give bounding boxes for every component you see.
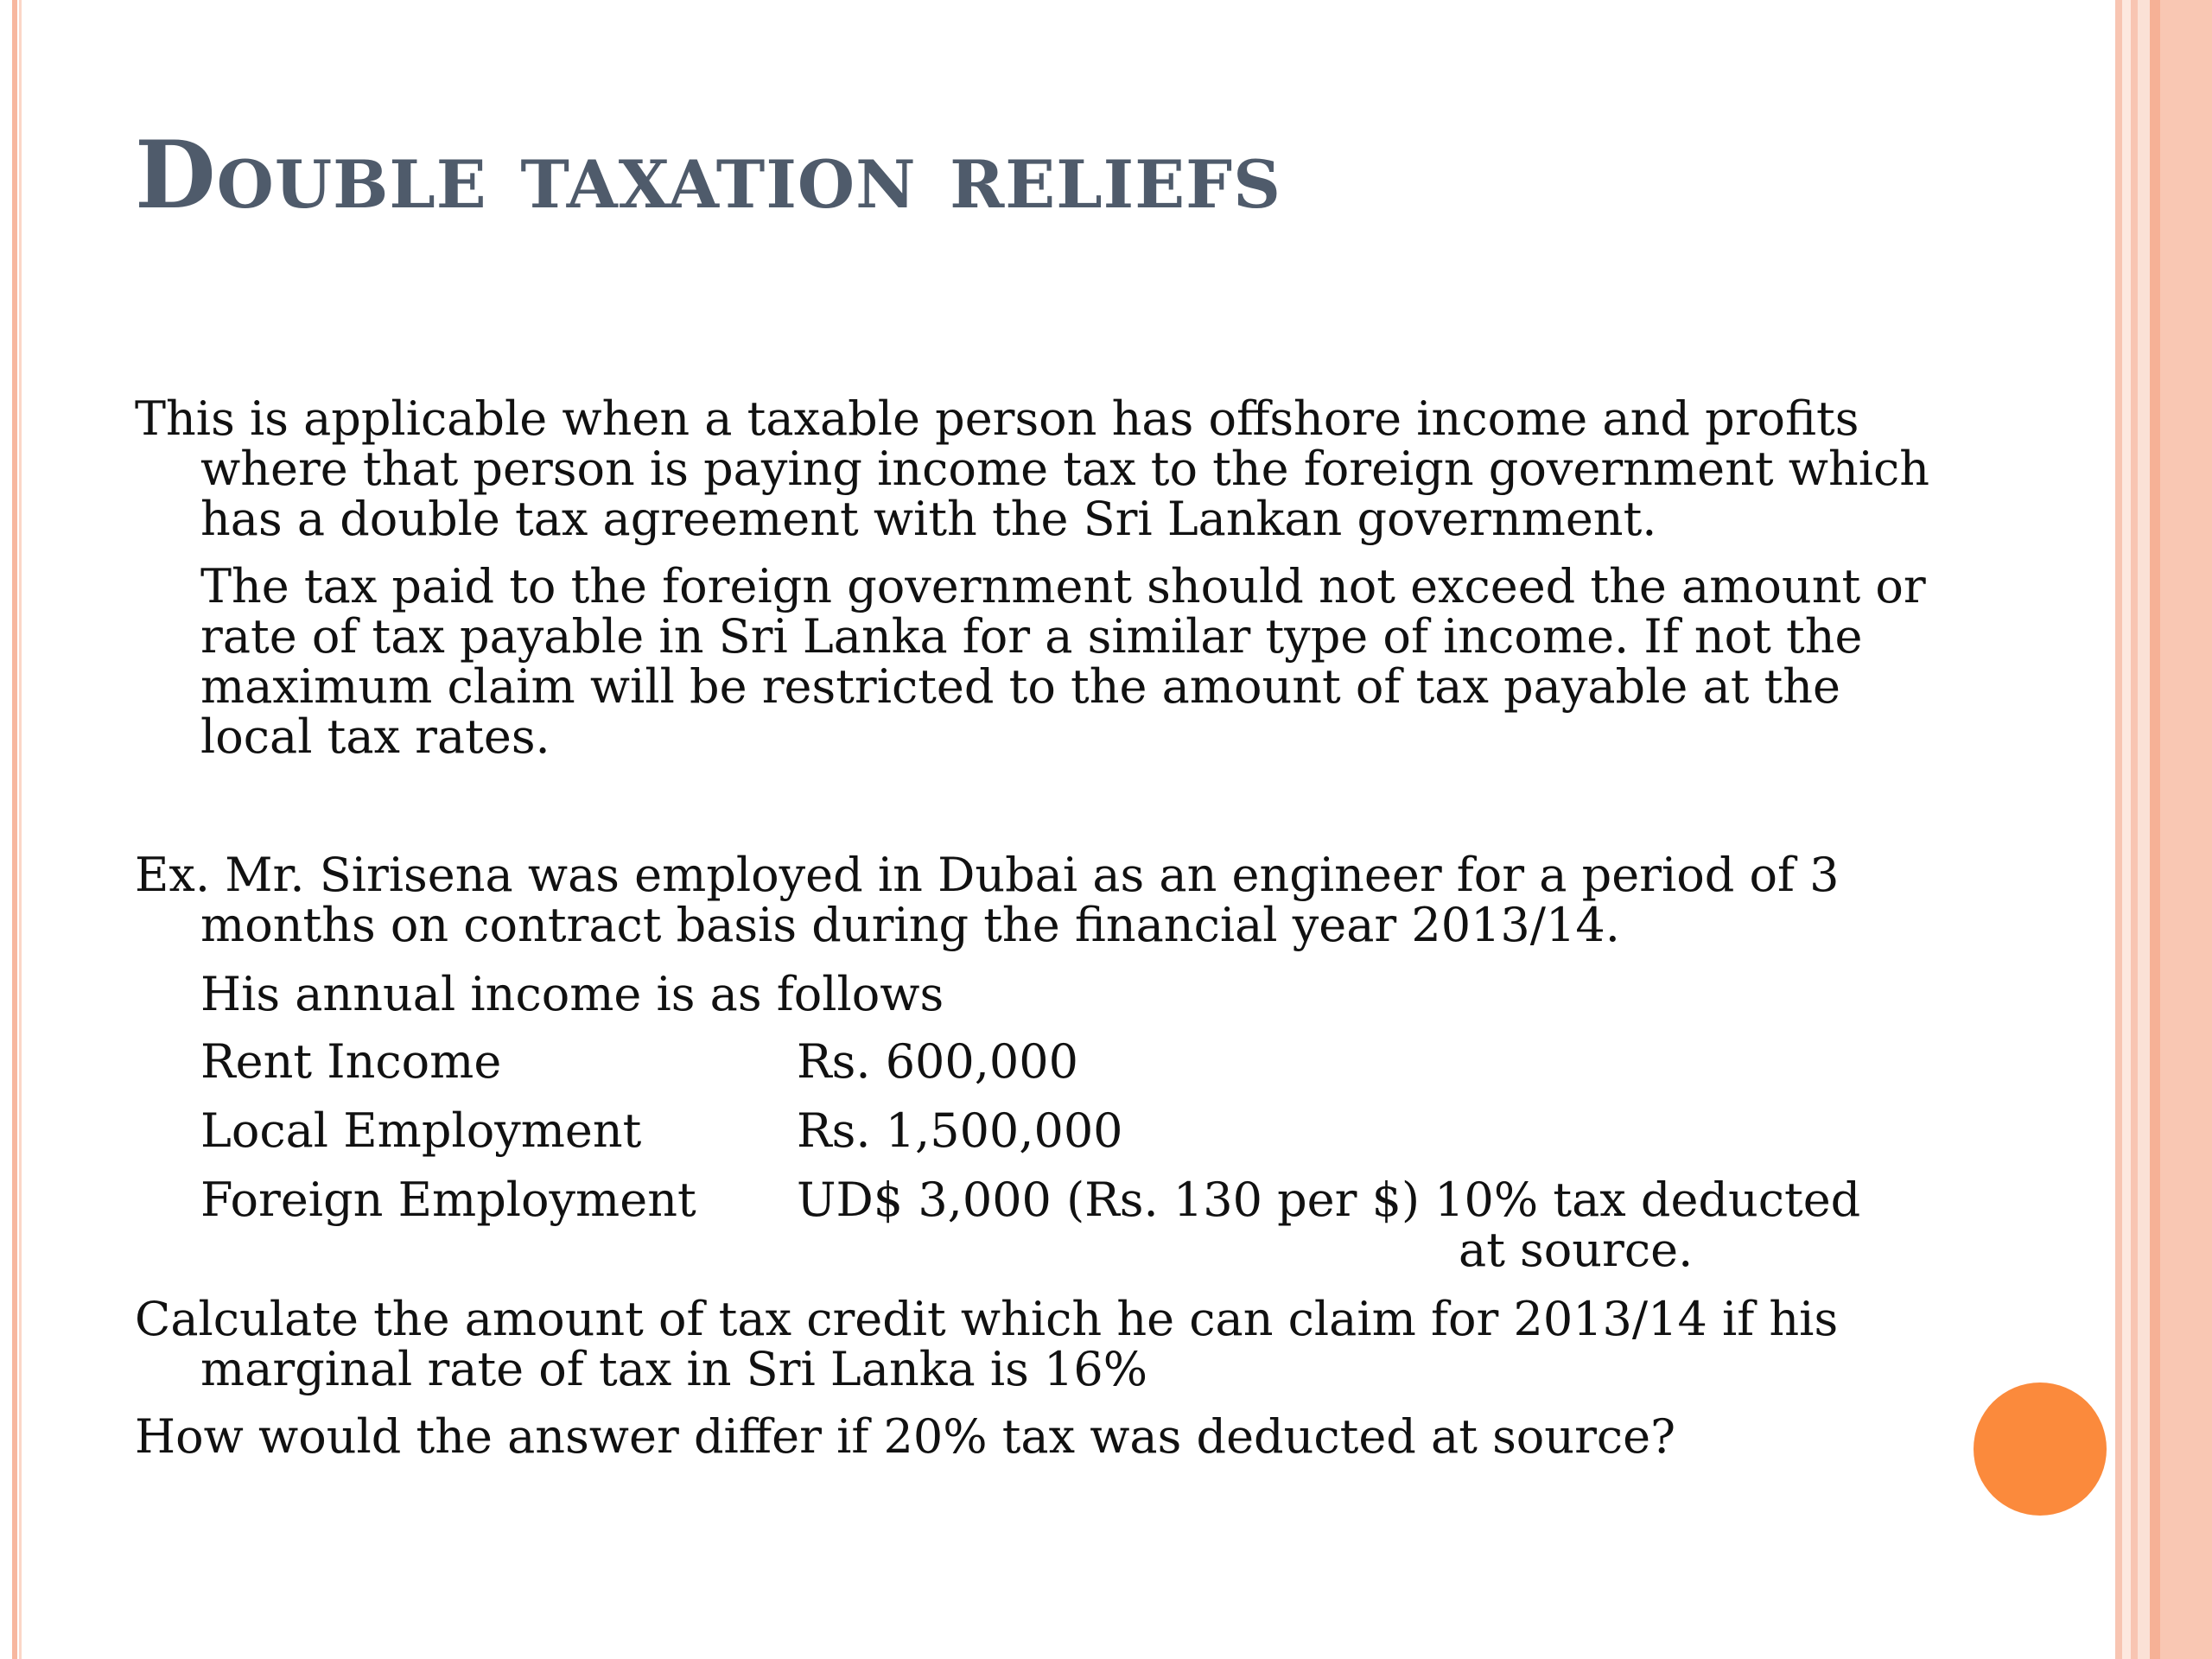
accent-dot xyxy=(1974,1382,2107,1516)
income-row-value: Rs. 600,000 xyxy=(797,1034,1079,1089)
income-row-value: Rs. 1,500,000 xyxy=(797,1103,1123,1158)
income-heading: His annual income is as follows xyxy=(200,967,944,1021)
slide-title: Double taxation reliefs xyxy=(135,121,1281,230)
left-border-stripe xyxy=(12,0,17,1659)
right-border-stripe xyxy=(2122,0,2131,1659)
income-row-label: Local Employment xyxy=(200,1103,642,1158)
intro-paragraph: This is applicable when a taxable person has offshore income and profits where that person is paying income tax to the foreign government which has a double tax agreement with the Sri Lankan government. xyxy=(135,391,1930,546)
income-note: at source. xyxy=(1459,1223,1694,1277)
restriction-paragraph: The tax paid to the foreign government should not exceed the amount or rate of tax payable in Sri Lanka for a similar type of income. If not the maximum claim will be restricted to the amount of tax payable at the local tax rates. xyxy=(200,559,1926,764)
question-1: Calculate the amount of tax credit which he can claim for 2013/14 if his marginal rate of tax in Sri Lanka is 16% xyxy=(135,1292,1839,1396)
question-2: How would the answer differ if 20% tax was deducted at source? xyxy=(135,1409,1676,1464)
left-border-stripe-inner xyxy=(19,0,22,1659)
right-border-stripe xyxy=(2115,0,2122,1659)
right-border-stripe xyxy=(2138,0,2150,1659)
income-row-label: Foreign Employment xyxy=(200,1173,696,1227)
example-paragraph: Ex. Mr. Sirisena was employed in Dubai as an engineer for a period of 3 months on contract basis during the financial year 2013/14. xyxy=(135,848,1840,952)
income-row-label: Rent Income xyxy=(200,1034,502,1089)
right-border-stripe xyxy=(2131,0,2138,1659)
income-row-value: UD$ 3,000 (Rs. 130 per $) 10% tax deducted xyxy=(797,1173,1861,1227)
right-border-stripe xyxy=(2160,0,2212,1659)
right-border-stripe xyxy=(2150,0,2160,1659)
